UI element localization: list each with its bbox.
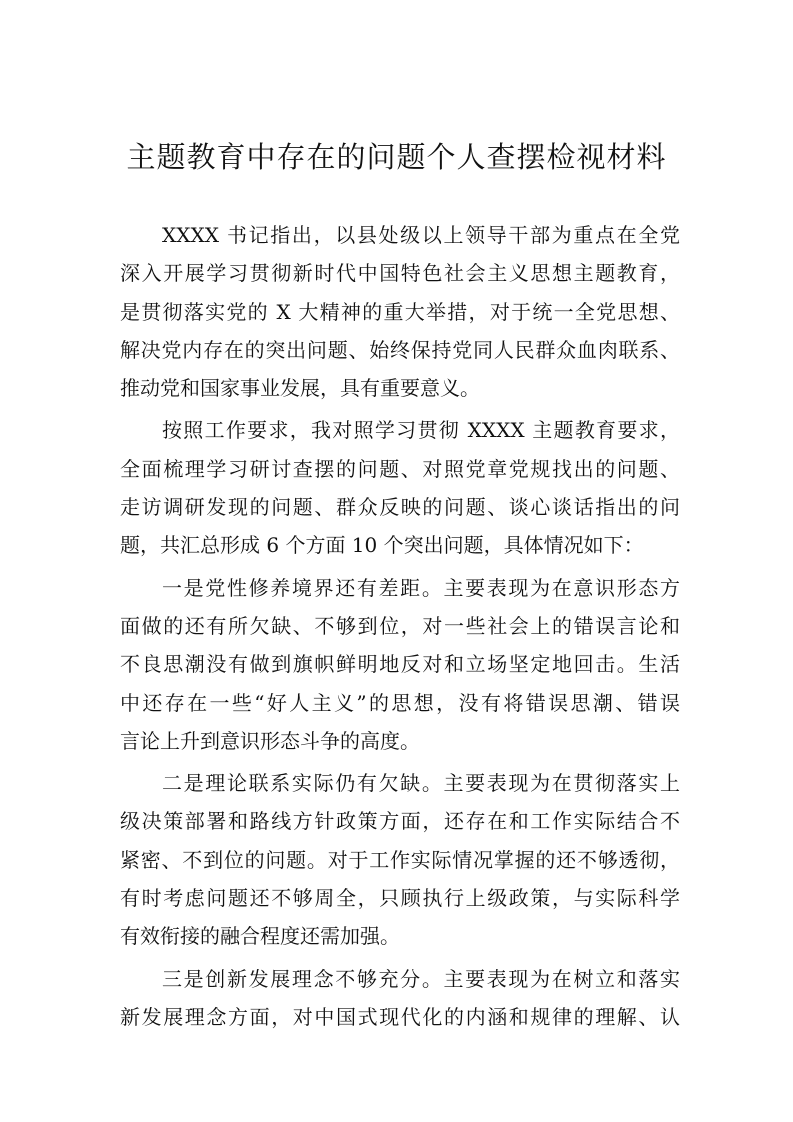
document-title: 主题教育中存在的问题个人查摆检视材料: [126, 140, 667, 174]
paragraph-issue-3: [120, 960, 680, 1037]
text-line: 三是创新发展理念不够充分。主要表现为在树立和落实: [162, 966, 680, 991]
text-line: 题，共汇总形成 6 个方面 10 个突出问题，具体情况如下：: [120, 533, 644, 558]
paragraph-intro: [120, 216, 680, 407]
text-line: 级决策部署和路线方针政策方面，还存在和工作实际结合不: [120, 809, 680, 834]
text-line: 深入开展学习贯彻新时代中国特色社会主义思想主题教育，: [120, 261, 680, 286]
text-line: 面做的还有所欠缺、不够到位，对一些社会上的错误言论和: [120, 613, 680, 638]
text-line: 二是理论联系实际仍有欠缺。主要表现为在贯彻落实上: [162, 771, 680, 796]
text-line: 解决党内存在的突出问题、始终保持党同人民群众血肉联系、: [120, 337, 680, 362]
text-line: 按照工作要求，我对照学习贯彻 XXXX 主题教育要求，: [162, 418, 680, 443]
text-line: 全面梳理学习研讨查摆的问题、对照党章党规找出的问题、: [120, 456, 680, 481]
document-body: [120, 216, 680, 1040]
text-line: 言论上升到意识形态斗争的高度。: [120, 728, 420, 753]
paragraph-requirements: [120, 411, 680, 564]
text-line: 走访调研发现的问题、群众反映的问题、谈心谈话指出的问: [120, 495, 680, 520]
paragraph-issue-1: [120, 569, 680, 760]
text-line: 新发展理念方面，对中国式现代化的内涵和规律的理解、认: [120, 1004, 680, 1029]
text-line: 不良思潮没有做到旗帜鲜明地反对和立场坚定地回击。生活: [120, 652, 680, 677]
text-line: 中还存在一些“好人主义”的思想，没有将错误思潮、错误: [120, 690, 680, 715]
text-line: 紧密、不到位的问题。对于工作实际情况掌握的还不够透彻，: [120, 847, 680, 872]
text-line: 有效衔接的融合程度还需加强。: [120, 924, 400, 949]
paragraph-issue-2: [120, 764, 680, 955]
text-line: 推动党和国家事业发展，具有重要意义。: [120, 376, 480, 401]
text-line: XXXX 书记指出，以县处级以上领导干部为重点在全党: [162, 223, 680, 247]
text-line: 一是党性修养境界还有差距。主要表现为在意识形态方: [162, 575, 680, 600]
text-line: 是贯彻落实党的 X 大精神的重大举措，对于统一全党思想、: [120, 299, 680, 324]
text-line: 有时考虑问题还不够周全，只顾执行上级政策，与实际科学: [120, 886, 680, 911]
